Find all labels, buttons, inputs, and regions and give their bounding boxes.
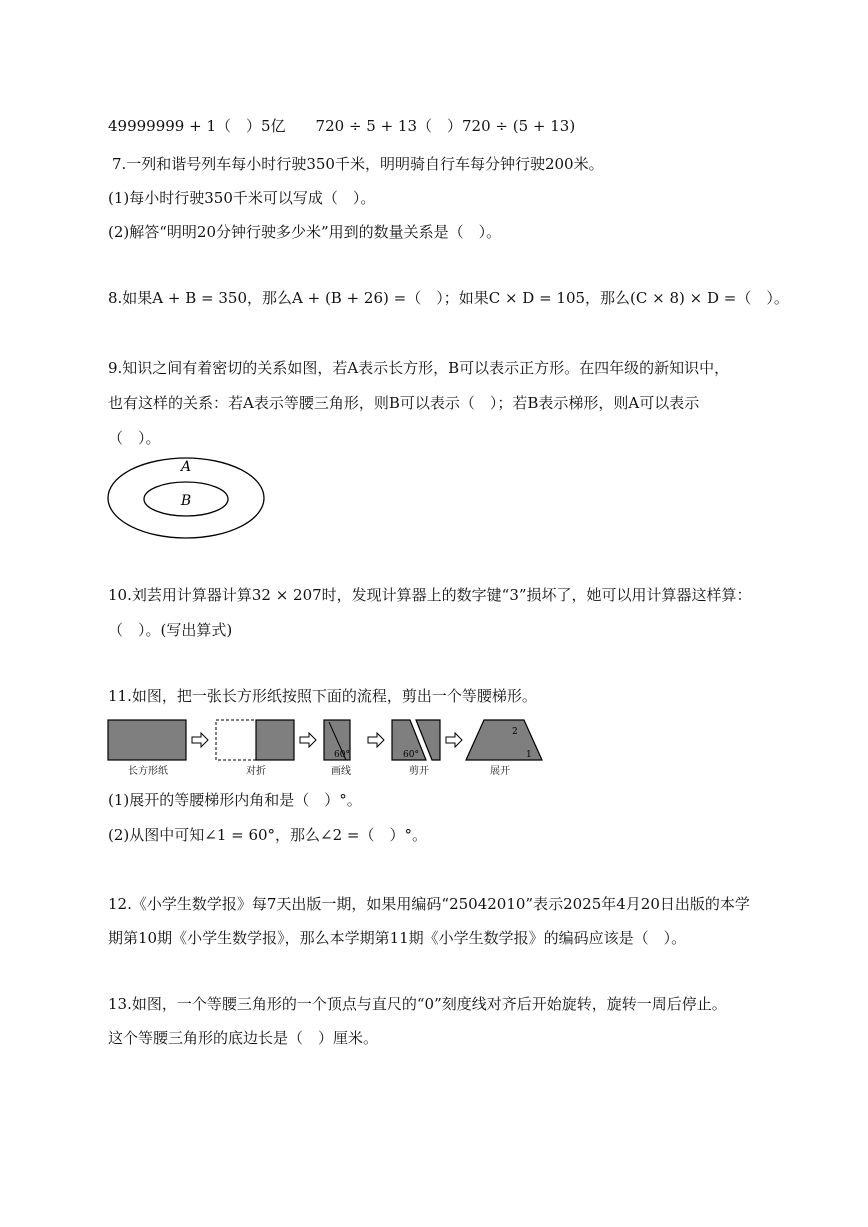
q13-line2: 这个等腰三角形的底边长是（ ）厘米。 <box>108 1029 379 1047</box>
q9-line1: 9.知识之间有着密切的关系如图，若A表示长方形，B可以表示正方形。在四年级的新知识中， <box>108 359 730 377</box>
fold-dashed-half <box>216 720 256 760</box>
q12-line1: 12.《小学生数学报》每7天出版一期，如果用编码“25042010”表示2025年4月20日出版的本学 <box>108 895 750 913</box>
q10-line2: （ ）。(写出算式) <box>108 621 233 639</box>
label-a: A <box>180 459 192 475</box>
q13-line1: 13.如图，一个等腰三角形的一个顶点与直尺的“0”刻度线对齐后开始旋转，旋转一周后停止。 <box>108 995 727 1013</box>
q11-stem: 11.如图，把一张长方形纸按照下面的流程，剪出一个等腰梯形。 <box>108 687 537 705</box>
q10-line1: 10.刘芸用计算器计算32 × 207时，发现计算器上的数字键“3”损坏了，她可以用计算器这样算： <box>108 586 752 604</box>
caption-draw-line: 画线 <box>331 766 351 777</box>
q11-flow-diagram <box>106 718 546 762</box>
angle-60-label: 60° <box>403 750 419 760</box>
caption-fold: 对折 <box>246 766 266 777</box>
caption-unfold: 展开 <box>490 766 510 777</box>
q9-line2: 也有这样的关系：若A表示等腰三角形，则B可以表示（ ）；若B表示梯形，则A可以表示 <box>108 394 700 412</box>
rectangle-paper-shape <box>108 720 186 760</box>
angle-1-label: 1 <box>526 750 532 760</box>
caption-cut: 剪开 <box>409 766 429 777</box>
q9-venn-diagram <box>106 456 266 540</box>
arrow-icon <box>368 733 384 747</box>
q7-stem: 7.一列和谐号列车每小时行驶350千米，明明骑自行车每分钟行驶200米。 <box>112 155 604 173</box>
caption-rectangle-paper: 长方形纸 <box>128 766 168 777</box>
q7-part2: (2)解答“明明20分钟行驶多少米”用到的数量关系是（ ）。 <box>108 223 502 241</box>
q12-line2: 期第10期《小学生数学报》，那么本学期第11期《小学生数学报》的编码应该是（ ）。 <box>108 929 687 947</box>
q8-text: 8.如果A + B = 350，那么A + (B + 26) =（ ）；如果C × D = 105，那么(C × 8) × D =（ ）。 <box>108 289 789 307</box>
arrow-icon <box>192 733 208 747</box>
q11-part1: (1)展开的等腰梯形内角和是（ ）°。 <box>108 791 362 809</box>
arrow-icon <box>300 733 316 747</box>
arrow-icon <box>446 733 462 747</box>
angle-2-label: 2 <box>512 727 518 737</box>
label-b: B <box>180 493 192 509</box>
q11-part2: (2)从图中可知∠1 = 60°，那么∠2 =（ ）°。 <box>108 826 428 844</box>
q6-comparison-line: 49999999 + 1（ ）5亿 720 ÷ 5 + 13（ ）720 ÷ (5 + 13) <box>108 117 576 135</box>
angle-60-label: 60° <box>334 750 350 760</box>
fold-grey-half <box>256 720 294 760</box>
q7-part1: (1)每小时行驶350千米可以写成（ ）。 <box>108 189 376 207</box>
q9-line3: （ ）。 <box>108 429 161 447</box>
